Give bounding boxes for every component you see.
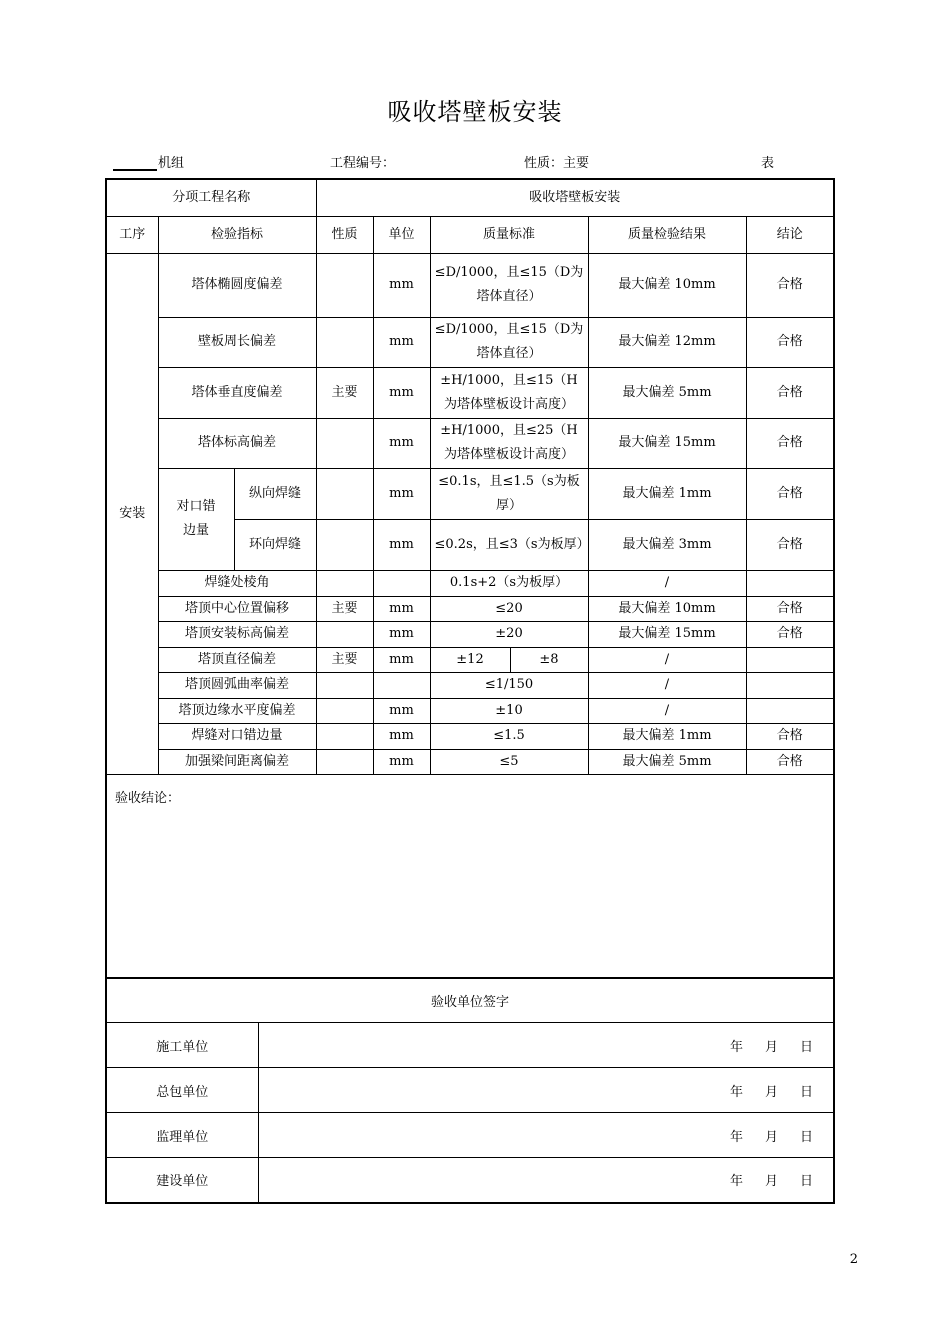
conclusion-cell: 合格 [746,519,834,570]
standard-cell: ±20 [430,621,588,647]
day-label: 日 [800,1039,814,1055]
table-row [106,570,834,596]
result-cell: 最大偏差 1mm [588,723,746,749]
signature-unit-label: 监理单位 [106,1113,258,1158]
nature-cell [316,723,373,749]
day-label: 日 [800,1084,814,1100]
standard-cell: ≤1/150 [430,672,588,698]
unit-cell: mm [373,749,430,774]
col-result: 质量检验结果 [588,216,746,253]
day-label: 日 [800,1174,814,1190]
nature-cell [316,749,373,774]
nature-cell: 主要 [316,367,373,418]
page-number: 2 [849,1252,858,1267]
item-cell: 环向焊缝 [234,519,316,570]
signature-heading: 验收单位签字 [106,978,834,1023]
table-row [106,647,834,672]
result-cell: 最大偏差 5mm [588,749,746,774]
result-cell: 最大偏差 10mm [588,596,746,621]
unit-field [113,152,184,171]
item-cell: 焊缝处棱角 [158,570,316,596]
item-cell: 塔体椭圆度偏差 [158,253,316,317]
signature-table [105,977,835,1204]
unit-cell: mm [373,418,430,468]
table-label: 表 [761,156,775,171]
result-cell: 最大偏差 12mm [588,317,746,367]
nature-cell [316,468,373,519]
month-label: 月 [764,1084,778,1100]
misalign-group-cell [158,468,234,570]
signature-row [106,1068,834,1113]
signature-unit-label: 建设单位 [106,1158,258,1203]
nature-cell [316,418,373,468]
conclusion-cell: 合格 [746,468,834,519]
table-row [106,468,834,519]
item-cell: 塔顶圆弧曲率偏差 [158,672,316,698]
item-cell: 纵向焊缝 [234,468,316,519]
col-item: 检验指标 [158,216,316,253]
nature-label: 性质：主要 [524,156,590,171]
page-title: 吸收塔壁板安装 [387,98,563,126]
col-unit: 单位 [373,216,430,253]
standard-cell-a: ±12 [430,647,510,672]
nature-cell [316,621,373,647]
table-row [106,317,834,367]
signature-field[interactable] [258,1068,834,1113]
col-nature: 性质 [316,216,373,253]
nature-cell [316,519,373,570]
signature-unit-label: 总包单位 [106,1068,258,1113]
table-row [106,596,834,621]
standard-cell: ±10 [430,698,588,723]
result-cell: / [588,672,746,698]
misalign-group-label: 对口错 边量 [176,499,216,538]
conclusion-cell: 合格 [746,621,834,647]
year-label: 年 [729,1129,743,1145]
conclusion-cell: 合格 [746,367,834,418]
month-label: 月 [764,1039,778,1055]
sub-project-label: 分项工程名称 [106,179,316,216]
standard-cell: 0.1s+2（s为板厚） [430,570,588,596]
result-cell: 最大偏差 15mm [588,418,746,468]
result-cell: / [588,570,746,596]
year-label: 年 [729,1174,743,1190]
result-cell: 最大偏差 1mm [588,468,746,519]
month-label: 月 [764,1129,778,1145]
conclusion-cell [746,672,834,698]
signature-row [106,1023,834,1068]
col-standard: 质量标准 [430,216,588,253]
unit-cell: mm [373,621,430,647]
signature-unit-label: 施工单位 [106,1023,258,1068]
result-cell: / [588,698,746,723]
standard-cell: ≤5 [430,749,588,774]
standard-cell: ≤D/1000，且≤15（D为塔体直径） [430,253,588,317]
sub-project-value: 吸收塔壁板安装 [316,179,834,216]
day-label: 日 [800,1129,814,1145]
table-row [106,749,834,774]
signature-field[interactable] [258,1158,834,1203]
col-process: 工序 [106,216,158,253]
year-label: 年 [729,1039,743,1055]
unit-cell: mm [373,647,430,672]
standard-cell-b: ±8 [510,647,588,672]
item-cell: 塔体垂直度偏差 [158,367,316,418]
conclusion-cell: 合格 [746,418,834,468]
unit-cell: mm [373,317,430,367]
item-cell: 塔顶安装标高偏差 [158,621,316,647]
table-row [106,621,834,647]
process-cell: 安装 [106,253,158,774]
unit-cell [373,672,430,698]
item-cell: 焊缝对口错边量 [158,723,316,749]
month-label: 月 [764,1174,778,1190]
nature-cell [316,253,373,317]
standard-cell: ≤D/1000，且≤15（D为塔体直径） [430,317,588,367]
unit-cell: mm [373,519,430,570]
conclusion-cell: 合格 [746,749,834,774]
table-row [106,418,834,468]
signature-row [106,1158,834,1203]
nature-cell: 主要 [316,596,373,621]
standard-cell: ±H/1000，且≤15（H为塔体壁板设计高度） [430,367,588,418]
table-row [106,253,834,317]
unit-blank[interactable] [113,157,157,171]
unit-cell: mm [373,468,430,519]
table-row [106,367,834,418]
table-row [106,723,834,749]
unit-cell: mm [373,723,430,749]
conclusion-cell: 合格 [746,253,834,317]
nature-cell [316,317,373,367]
unit-cell [373,570,430,596]
standard-cell: ≤0.2s，且≤3（s为板厚） [430,519,588,570]
conclusion-cell: 合格 [746,317,834,367]
unit-suffix: 机组 [158,156,185,171]
conclusion-cell [746,570,834,596]
item-cell: 塔顶边缘水平度偏差 [158,698,316,723]
result-cell: 最大偏差 3mm [588,519,746,570]
item-cell: 加强梁间距离偏差 [158,749,316,774]
conclusion-cell [746,698,834,723]
conclusion-cell: 合格 [746,723,834,749]
unit-cell: mm [373,367,430,418]
signature-field[interactable] [258,1023,834,1068]
unit-cell: mm [373,596,430,621]
standard-cell: ≤20 [430,596,588,621]
nature-cell: 主要 [316,647,373,672]
unit-cell: mm [373,698,430,723]
result-cell: / [588,647,746,672]
conclusion-cell: 合格 [746,596,834,621]
table-row [106,672,834,698]
standard-cell: ≤1.5 [430,723,588,749]
nature-cell [316,570,373,596]
standard-cell: ±H/1000，且≤25（H为塔体壁板设计高度） [430,418,588,468]
year-label: 年 [729,1084,743,1100]
nature-cell [316,672,373,698]
item-cell: 壁板周长偏差 [158,317,316,367]
acceptance-conclusion-label: 验收结论： [115,790,181,806]
result-cell: 最大偏差 10mm [588,253,746,317]
item-cell: 塔顶中心位置偏移 [158,596,316,621]
acceptance-conclusion-box[interactable] [106,774,834,978]
inspection-table [105,178,835,979]
signature-field[interactable] [258,1113,834,1158]
table-row [106,698,834,723]
result-cell: 最大偏差 15mm [588,621,746,647]
col-conclusion: 结论 [746,216,834,253]
result-cell: 最大偏差 5mm [588,367,746,418]
standard-cell: ≤0.1s，且≤1.5（s为板厚） [430,468,588,519]
item-cell: 塔顶直径偏差 [158,647,316,672]
conclusion-cell [746,647,834,672]
project-no-label: 工程编号： [330,156,396,171]
signature-row [106,1113,834,1158]
item-cell: 塔体标高偏差 [158,418,316,468]
unit-cell: mm [373,253,430,317]
nature-cell [316,698,373,723]
